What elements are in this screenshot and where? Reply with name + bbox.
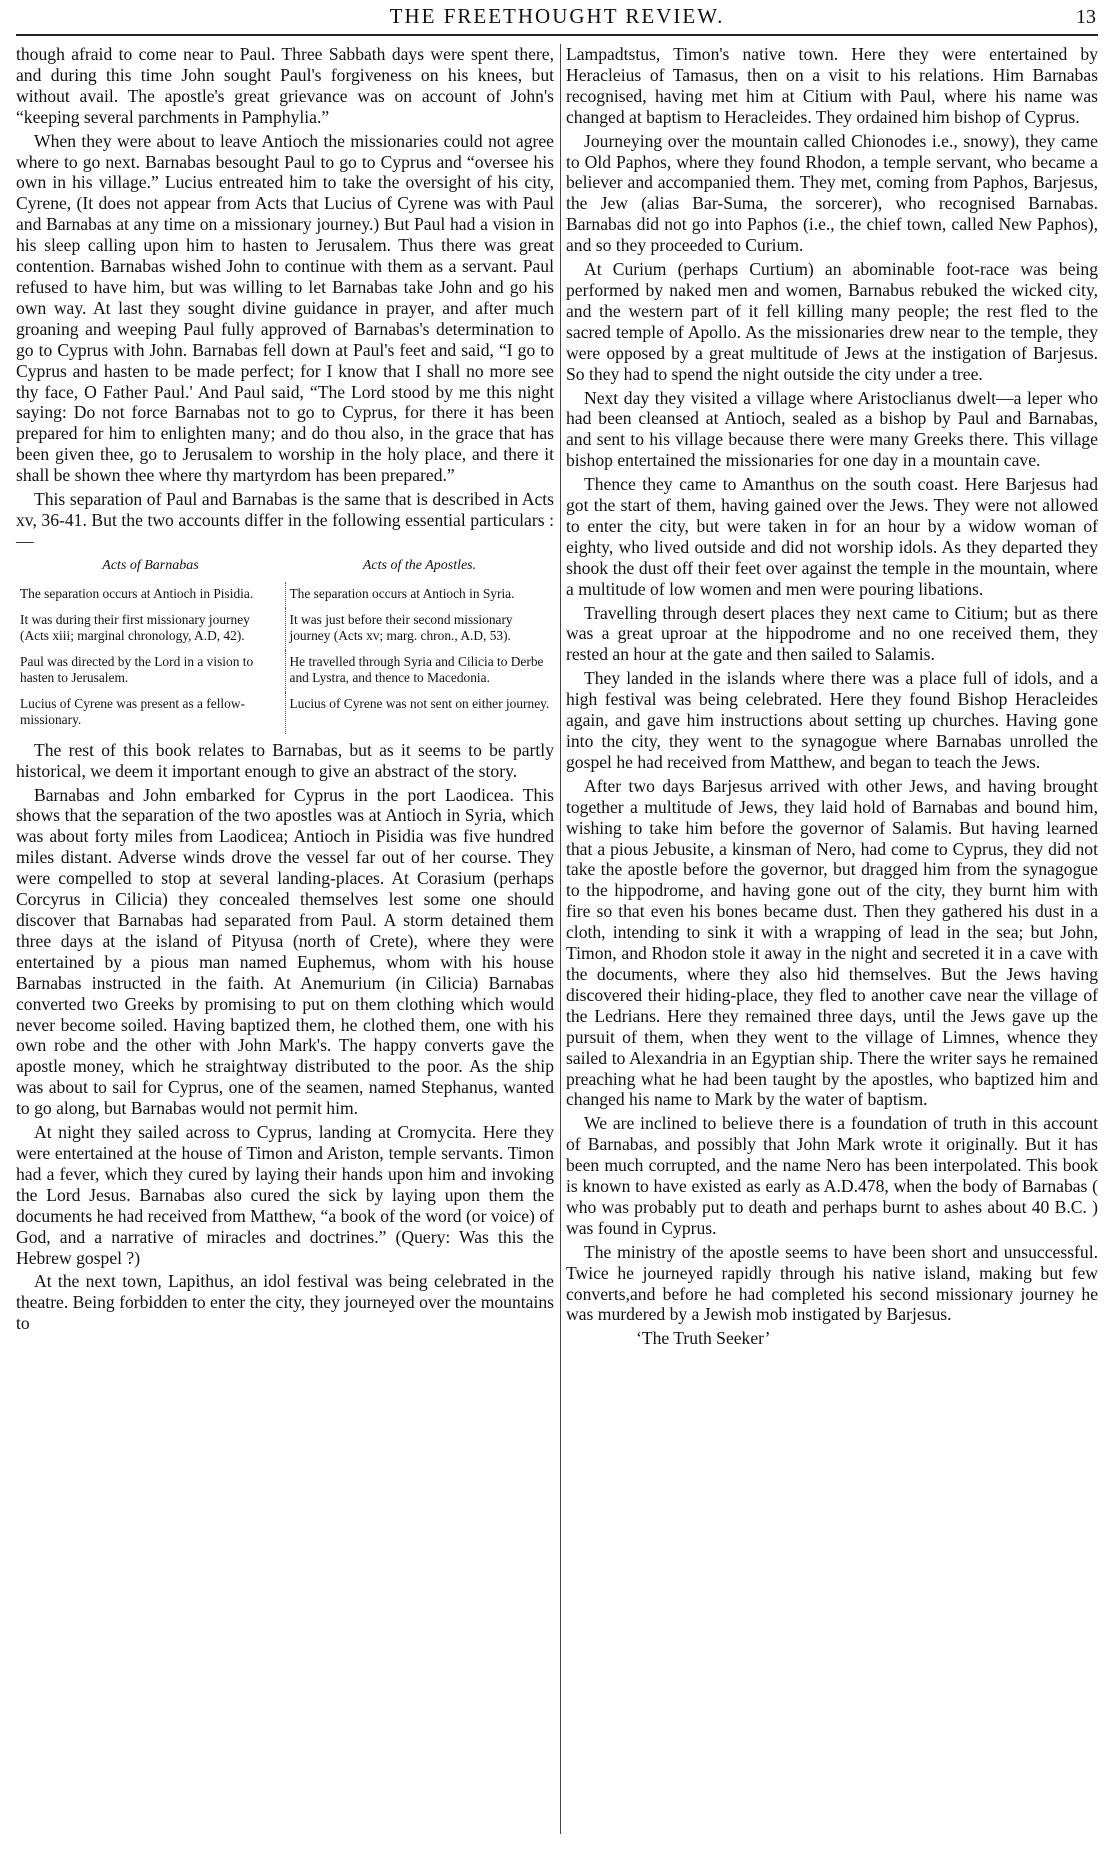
paragraph: They landed in the islands where there was a place full of idols, and a high festival was being celebrated. Here they found Bishop Heracleides again, and gave him instructions about setting up churches. Having gone into the city, they went to the synagogue where Barnabas unrolled the gospel he had received from Matthew, and began to teach the Jews. — [566, 668, 1098, 772]
comparison-cell-right: The separation occurs at Antioch in Syria. — [289, 585, 515, 601]
paragraph: Lampadtstus, Timon's native town. Here they were entertained by Heracleius of Tamasus, then on a visit to his relations. Him Barnabas recognised, having met him at Citium with Paul, where his name was changed at baptism to Heracleides. They ordained him bishop of Cyprus. — [566, 44, 1098, 127]
page-number: 13 — [1076, 6, 1096, 28]
paragraph: The ministry of the apostle seems to have been short and unsuccessful. Twice he journeyed rapidly through his native island, making but few converts,and before he had completed his second missionary journey he was murdered by a Jewish mob instigated by Barjesus. — [566, 1241, 1098, 1325]
comparison-cell-left: The separation occurs at Antioch in Pisidia. — [16, 582, 285, 608]
left-column — [16, 44, 554, 1337]
comparison-cell-left: Paul was directed by the Lord in a vision to hasten to Jerusalem. — [16, 650, 285, 692]
comparison-table — [16, 556, 554, 734]
comparison-cell-left: Lucius of Cyrene was present as a fellow-missionary. — [16, 692, 285, 734]
running-title: THE FREETHOUGHT REVIEW. — [389, 4, 725, 28]
paragraph: This separation of Paul and Barnabas is the same that is described in Acts xv, 36-41. But the two accounts differ in the following essential particulars :— — [16, 489, 554, 551]
comparison-cell-left: It was during their first missionary journey (Acts xiii; marginal chronology, A.D, 42). — [16, 608, 285, 650]
paragraph: though afraid to come near to Paul. Three Sabbath days were spent there, and during this time John sought Paul's forgiveness on his knees, but without avail. The apostle's great grievance was on account of John's “keeping several parchments in Pamphylia.” — [16, 44, 554, 127]
paragraph: Next day they visited a village where Aristoclianus dwelt—a leper who had been cleansed at Antioch, sealed as a bishop by Paul and Barnabas, and sent to his village because there were many Greeks there. This village bishop entertained the missionaries for one day in a mountain cave. — [566, 387, 1098, 471]
comparison-heading-left: Acts of Barnabas — [102, 557, 199, 573]
paragraph: At night they sailed across to Cyprus, landing at Cromycita. Here they were entertained at the house of Timon and Ariston, temple servants. Timon had a fever, which they cured by laying their hands upon him and invoking the Lord Jesus. Barnabas also cured the sick by laying upon them the documents he had received from Matthew, “a book of the word (or voice) of God, and a narrative of miracles and doctrines.” (Query: Was this the Hebrew gospel ?) — [16, 1122, 554, 1268]
column-divider — [560, 44, 561, 1834]
paragraph: Barnabas and John embarked for Cyprus in the port Laodicea. This shows that the separation of the two apostles was at Antioch in Syria, which was about forty miles from Laodicea; Antioch in Pisidia was five hundred miles distant. Adverse winds drove the vessel far out of her course. They were compelled to stop at several landing-places. At Corasium (perhaps Corcyrus in Cilicia) they concealed themselves lest some one should discover that Barnabas had separated from Paul. A storm detained them three days at the island of Pityusa (north of Crete), where they were entertained by a pious man named Euphemus, whom with his house Barnabas instructed in the faith. At Anemurium (in Cilicia) Barnabas converted two Greeks by promising to put on them clothing which would never become soiled. Having baptized them, he clothed them, one with his own robe and the other with John Mark's. The happy converts gave the apostle money, which he straightway distributed to the poor. As the ship was about to sail for Cyprus, one of the seamen, named Stephanus, wanted to go along, but Barnabas would not permit him. — [16, 784, 554, 1119]
paragraph: We are inclined to believe there is a foundation of truth in this account of Barnabas, and possibly that John Mark wrote it originally. But it has been much corrupted, and the name Nero has been interpolated. This book is known to have existed as early as A.D.478, when the body of Barnabas ( who was probably put to death and perhaps burnt to ashes about 40 B.C. ) was found in Cyprus. — [566, 1113, 1098, 1238]
comparison-header-row — [16, 556, 554, 582]
comparison-cell-right: Lucius of Cyrene was not sent on either journey. — [289, 695, 550, 711]
comparison-row — [16, 692, 554, 734]
paragraph: After two days Barjesus arrived with other Jews, and having brought together a multitude of Jews, they laid hold of Barnabas and bound him, wishing to take him before the governor of Salamis. But having learned that a pious Jebusite, a kinsman of Nero, had come to Cyprus, they did not take the apostle before the governor, but dragged him from the synagogue to the hippodrome, and having gone out of the city, they burnt him with fire so that even his bones became dust. Then they gathered his dust in a cloth, intending to sink it with a wrapping of lead in the sea; but John, Timon, and Rhodon stole it away in the night and secreted it in a cave with the documents, where they also hid themselves. But the Jews having discovered their hiding-place, they fled to another cave near the village of the Ledrians. Here they remained three days, until the Jews gave up the pursuit of them, when they went to the village of Limnes, whence they sailed to Alexandria in an Egyptian ship. There the writer says he remained preaching what he had been taught by the apostles, who baptized him and changed his name to Mark by the water of baptism. — [566, 775, 1098, 1110]
paragraph: Journeying over the mountain called Chionodes i.e., snowy), they came to Old Paphos, where they found Rhodon, a temple servant, who became a believer and accompanied them. They met, coming from Paphos, Barjesus, the Jew (alias Bar-Suma, the sorcerer), who recognised Barnabas. Barnabas did not go into Paphos (i.e., the chief town, called New Paphos), and so they proceeded to Curium. — [566, 130, 1098, 256]
comparison-heading-right: Acts of the Apostles. — [362, 557, 477, 573]
paragraph: Thence they came to Amanthus on the south coast. Here Barjesus had got the start of them, having gained over the Jews. They were not allowed to enter the city, but were taken in for an hour by a widow woman of eighty, who lived outside and did not worship idols. As they departed they shook the dust off their feet over against the temple in the mountain, where a multitude of low women and men were pouring libations. — [566, 474, 1098, 599]
paragraph: At the next town, Lapithus, an idol festival was being celebrated in the theatre. Being forbidden to enter the city, they journeyed over the mountains to — [16, 1271, 554, 1334]
source-attribution: ‘The Truth Seeker’ — [636, 1328, 771, 1349]
comparison-cell-right: He travelled through Syria and Cilicia to Derbe and Lystra, and thence to Macedonia. — [289, 653, 544, 685]
page-header — [16, 4, 1098, 36]
paragraph: The rest of this book relates to Barnabas, but as it seems to be partly historical, we deem it important enough to give an abstract of the story. — [16, 739, 554, 781]
comparison-row — [16, 650, 554, 692]
comparison-row — [16, 582, 554, 608]
comparison-row — [16, 608, 554, 650]
paragraph: At Curium (perhaps Curtium) an abominable foot-race was being performed by naked men and women, Barnabus rebuked the wicked city, and the western part of it fell killing many people; the rest fled to the sacred temple of Apollo. As the missionaries drew near to the temple, they were opposed by a great multitude of Jews at the instigation of Barjesus. So they had to spend the night outside the city under a tree. — [566, 259, 1098, 384]
comparison-cell-right: It was just before their second missionary journey (Acts xv; marg. chron., A.D, 53). — [289, 611, 513, 643]
paragraph: Travelling through desert places they next came to Citium; but as there was a great uproar at the hippodrome and no one received them, they rested an hour at the gate and then sailed to Salamis. — [566, 602, 1098, 665]
paragraph: When they were about to leave Antioch the missionaries could not agree where to go next. Barnabas besought Paul to go to Cyprus and “oversee his own in his village.” Lucius entreated him to take the oversight of his city, Cyrene, (It does not appear from Acts that Lucius of Cyrene was with Paul and Barnabas at any time on a missionary journey.) But Paul had a vision in his sleep calling upon him to hasten to Jerusalem. Thus there was great contention. Barnabas wished John to continue with them as a servant. Paul refused to have him, but was willing to let Barnabas take John and go his own way. At last they sought divine guidance in prayer, and after much groaning and weeping Paul fully approved of Barnabas's determination to go to Cyprus with John. Barnabas fell down at Paul's feet and said, “I go to Cyprus and hasten to be made perfect; for I know that I shall no more see thy face, O Father Paul.' And Paul said, “The Lord stood by me this night saying: Do not force Barnabas not to go to Cyprus, for there it has been prepared for him to enlighten many; and do thou also, in the grace that has been given thee, go to Jerusalem to worship in the holy place, and there it shall be shown thee where thy martyrdom has been prepared.” — [16, 130, 554, 486]
right-column — [566, 44, 1098, 1352]
